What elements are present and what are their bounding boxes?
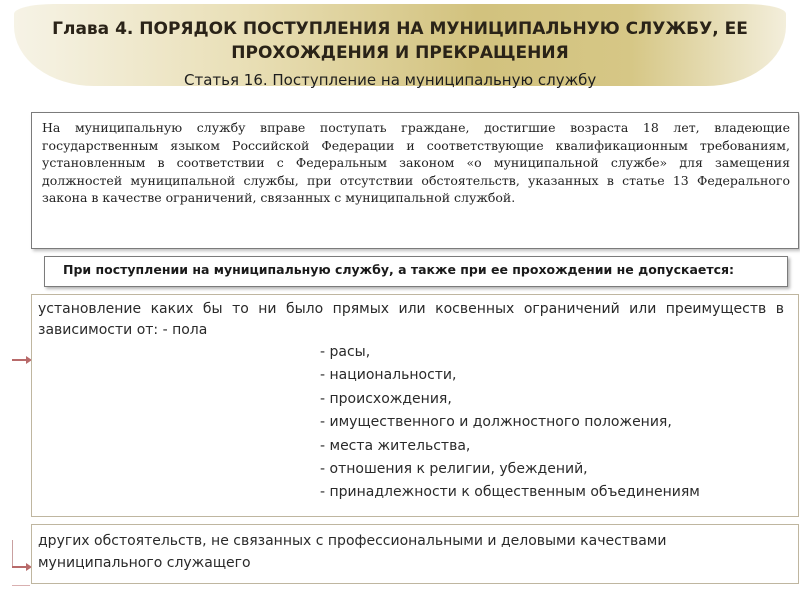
restriction-items — [38, 341, 784, 505]
restriction-heading: При поступлении на муниципальную службу, а также при ее прохождении не допускается: — [63, 262, 735, 277]
article-paragraph: На муниципальную службу вправе поступать граждане, достигшие возраста 18 лет, владеющие государственным языком Российской Федерации и соответствующие квалификационным требованиям, установленным в соответствии с Федеральным законом «о муниципальной службе» для замещения должностей муниципальной службы, при отсутствии обстоятельств, указанных в статье 13 Федерального закона в качестве ограничений, связанных с муниципальной службой. — [42, 120, 790, 206]
article-paragraph-box — [31, 112, 799, 249]
restriction-list-box — [31, 294, 799, 517]
list-item: - расы, — [320, 344, 371, 360]
list-item: - места жительства, — [320, 437, 471, 454]
connector-line — [12, 540, 13, 566]
chapter-title-line-2: ПРОХОЖДЕНИЯ И ПРЕКРАЩЕНИЯ — [231, 43, 569, 63]
list-item: - принадлежности к общественным объединениям — [320, 484, 700, 501]
restriction-heading-box — [44, 256, 788, 287]
list-item: - имущественного и должностного положения, — [320, 414, 672, 431]
connector-arrow — [12, 359, 30, 361]
other-circumstances-box — [31, 524, 799, 584]
restriction-intro: установление каких бы то ни было прямых или косвенных ограничений или преимуществ в зависимости от: - пола — [38, 301, 784, 338]
list-item: - отношения к религии, убеждений, — [320, 461, 588, 478]
connector-line — [12, 585, 30, 586]
list-item: - происхождения, — [320, 390, 452, 407]
connector-arrow — [12, 566, 30, 568]
article-subtitle: Статья 16. Поступление на муниципальную службу — [184, 71, 597, 89]
other-circumstances: других обстоятельств, не связанных с профессиональными и деловыми качествами муниципального служащего — [38, 533, 667, 571]
chapter-title-line-1: Глава 4. ПОРЯДОК ПОСТУПЛЕНИЯ НА МУНИЦИПАЛЬНУЮ СЛУЖБУ, ЕЕ — [52, 19, 748, 39]
list-item: - национальности, — [320, 367, 457, 384]
